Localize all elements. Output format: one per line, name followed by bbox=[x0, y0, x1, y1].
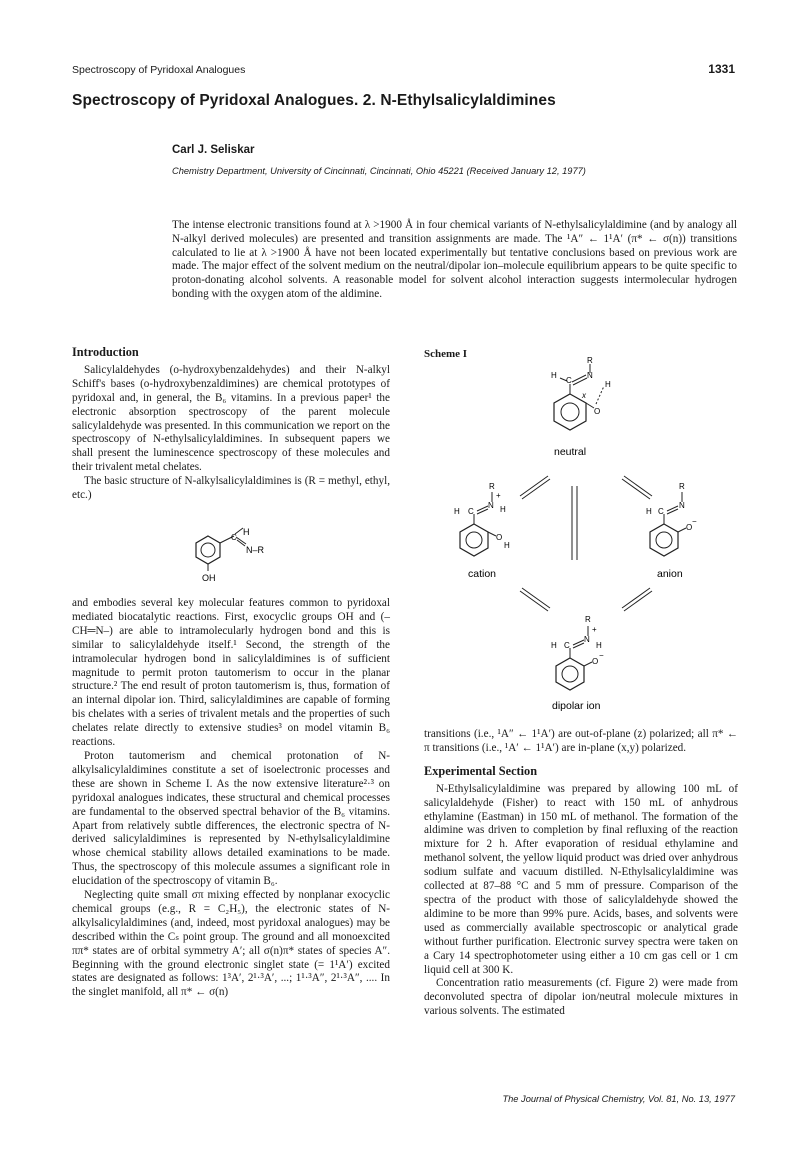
scheme-diagram bbox=[424, 356, 738, 716]
svg-text:H: H bbox=[500, 505, 506, 514]
svg-text:C: C bbox=[468, 507, 474, 516]
svg-text:N: N bbox=[584, 635, 590, 644]
cation-label: cation bbox=[468, 568, 497, 580]
svg-text:−: − bbox=[692, 517, 697, 526]
anion-label: anion bbox=[657, 568, 683, 580]
journal-footer: The Journal of Physical Chemistry, Vol. 81, No. 13, 1977 bbox=[502, 1094, 735, 1104]
intro-paragraph-1: Salicylaldehydes (o-hydroxybenzaldehydes) and their N-alkyl Schiff's bases (o-hydroxybenzaldimines) are chemical prototypes of pyridoxal and, in general, the B₆ vitamins. In a previous paper¹ the electronic absorption spectroscopy of the parent molecule salicylaldehyde was presented. In this communication we report on the spectroscopy of N-ethylsalicylaldimines. In subsequent papers we shall present the luminescence spectroscopy of these molecules and their trivalent metal chelates. bbox=[72, 363, 390, 474]
structure-oh: OH bbox=[202, 573, 216, 583]
experimental-paragraph-2: Concentration ratio measurements (cf. Figure 2) were made from deconvoluted spectra of dipolar ion/neutral molecule mixtures in various solvents. The estimated bbox=[424, 977, 738, 1018]
svg-text:+: + bbox=[592, 625, 597, 634]
svg-text:R: R bbox=[585, 615, 591, 624]
svg-text:R: R bbox=[587, 356, 593, 365]
neutral-label: neutral bbox=[554, 446, 587, 458]
scheme-title: Scheme I bbox=[424, 348, 468, 360]
svg-text:H: H bbox=[454, 507, 460, 516]
intro-paragraph-4: Proton tautomerism and chemical protonation of N-alkylsalicylaldimines constitute a set of isoelectronic processes and these are shown in Scheme I. As the now extensive literature²·³ on pyridoxal analogues indicates, these structural and chemical processes are fundamental to the observed spectral behavior of the B₆ vitamins. Apart from relatively subtle differences, the electronic spectra of N-derived salicylaldimines is represented by N-ethylsalicylaldimine whose chemical stability allows detailed examinations to be made. Thus, the spectroscopy of this molecule assumes a significant role in elucidation of the spectroscopy of vitamin B₆. bbox=[72, 749, 390, 888]
dipolar-ion-structure bbox=[551, 615, 604, 690]
dipolar-ion-label: dipolar ion bbox=[552, 700, 601, 712]
svg-text:O: O bbox=[594, 407, 601, 416]
svg-text:C: C bbox=[566, 376, 572, 385]
svg-text:C: C bbox=[564, 641, 570, 650]
svg-text:H: H bbox=[596, 641, 602, 650]
svg-text:−: − bbox=[599, 651, 604, 660]
svg-text:H: H bbox=[551, 371, 557, 380]
experimental-heading: Experimental Section bbox=[424, 763, 538, 778]
author: Carl J. Seliskar bbox=[172, 144, 255, 156]
svg-text:H: H bbox=[605, 380, 611, 389]
svg-text:N: N bbox=[679, 501, 685, 510]
svg-text:N: N bbox=[488, 501, 494, 510]
introduction-heading: Introduction bbox=[72, 345, 139, 359]
structure-n-r: N–R bbox=[246, 545, 265, 555]
svg-text:H: H bbox=[646, 507, 652, 516]
polarization-paragraph: transitions (i.e., ¹A″ ← 1¹A′) are out-of-plane (z) polarized; all π* ← π transitions (i.e., ¹A′ ← 1¹A′) are in-plane (x,y) polarized. bbox=[424, 728, 738, 754]
running-head: Spectroscopy of Pyridoxal Analogues bbox=[72, 64, 246, 76]
right-column bbox=[424, 728, 738, 1019]
left-column-bottom bbox=[72, 597, 390, 1000]
affiliation: Chemistry Department, University of Cincinnati, Cincinnati, Ohio 45221 (Received January 12, 1977) bbox=[172, 166, 586, 176]
intro-paragraph-5: Neglecting quite small σπ mixing effected by nonplanar exocyclic chemical groups (e.g., R = C₂H₅), the electronic states of N-alkylsalicylaldimines (and, indeed, most pyridoxal analogues) may be described within the Cₛ point group. The ground and all monoexcited ππ* states are of orbital symmetry A′; all σ(n)π* states of species A″. Beginning with the ground electronic singlet state (= 1¹A′) excited states are designated as follows: 1³A′, 2¹·³A′, ...; 1¹·³A″, 2¹·³A″, .... In the singlet manifold, all π* ← σ(n) bbox=[72, 889, 390, 999]
svg-text:R: R bbox=[489, 482, 495, 491]
structure-c: C bbox=[231, 533, 237, 542]
equilibrium-arrows bbox=[520, 476, 652, 611]
svg-text:R: R bbox=[679, 482, 685, 491]
svg-text:H: H bbox=[504, 541, 510, 550]
structure-h: H bbox=[243, 527, 250, 537]
page-number: 1331 bbox=[708, 62, 735, 76]
svg-text:x: x bbox=[582, 391, 586, 400]
svg-text:+: + bbox=[496, 491, 501, 500]
intro-paragraph-2: The basic structure of N-alkylsalicylaldimines is (R = methyl, ethyl, etc.) bbox=[72, 475, 390, 502]
intro-paragraph-3: and embodies several key molecular features common to pyridoxal mediated biocatalytic reactions. First, exocyclic groups OH and (–CH═N–) are able to intramolecularly hydrogen bond and this is similar to salicylaldehyde itself.¹ Second, the strength of the intramolecular hydrogen bond in salicylaldimines is of sufficient magnitude to permit proton tautomerism to occur in the planar structure.² The end result of proton tautomerism is, thus, formation of an internal dipolar ion. Third, salicylaldimines are capable of forming bis chelates with a series of trivalent metals and the properties of such chelates relate directly to extensive studies³ on model vitamin B₆ reactions. bbox=[72, 597, 390, 749]
svg-text:O: O bbox=[686, 523, 693, 532]
svg-text:N: N bbox=[587, 371, 593, 380]
svg-text:H: H bbox=[551, 641, 557, 650]
salicylaldimine-structure bbox=[186, 526, 296, 588]
svg-text:C: C bbox=[658, 507, 664, 516]
neutral-structure bbox=[551, 356, 611, 430]
anion-structure bbox=[646, 482, 697, 556]
experimental-paragraph-1: N-Ethylsalicylaldimine was prepared by allowing 100 mL of salicylaldehyde (Fisher) to react with 150 mL of anhydrous ethylamine (Eastman) in 150 mL of methanol. The formation of the aldimine was driven to completion by final refluxing of the reaction mixture for 2 h. After evaporation of residual ethylamine and methanol solvent, the yellow liquid product was dried over anhydrous sodium sulfate and vacuum distilled. N-Ethylsalicylaldimine was collected at 87–88 °C and 5 mm of pressure. Comparison of the spectra of the product with those of salicylaldehyde showed the aldimine to be more than 99% pure. Acids, bases, and solvents were used as commercially available spectroscopic or analytical grade without further purification. Electronic survey spectra were taken on a Cary 14 spectrophotometer using either a 10 cm gas cell or 1 cm liquid cell at 300 K. bbox=[424, 782, 738, 976]
svg-text:O: O bbox=[496, 533, 503, 542]
article-title: Spectroscopy of Pyridoxal Analogues. 2. N-Ethylsalicylaldimines bbox=[72, 92, 556, 109]
left-column-top bbox=[72, 346, 390, 503]
abstract: The intense electronic transitions found at λ >1900 Å in four chemical variants of N-ethylsalicylaldimine (and by analogy all N-alkyl derived molecules) are presented and transition assignments are made. The ¹A″ ← 1¹A′ (π* ← σ(n)) transitions calculated to lie at λ >1900 Å have not been located experimentally but tentative conclusions based on previous work are made. The major effect of the solvent medium on the neutral/dipolar ion–molecule equilibrium appears to be quite specific to proton-donating alcohol solvents. A reasonable model for solvent alcohol interaction suggests intermolecular hydrogen bonding with the oxygen atom of the aldimine. bbox=[172, 219, 737, 300]
cation-structure bbox=[454, 482, 510, 556]
svg-text:O: O bbox=[592, 657, 599, 666]
